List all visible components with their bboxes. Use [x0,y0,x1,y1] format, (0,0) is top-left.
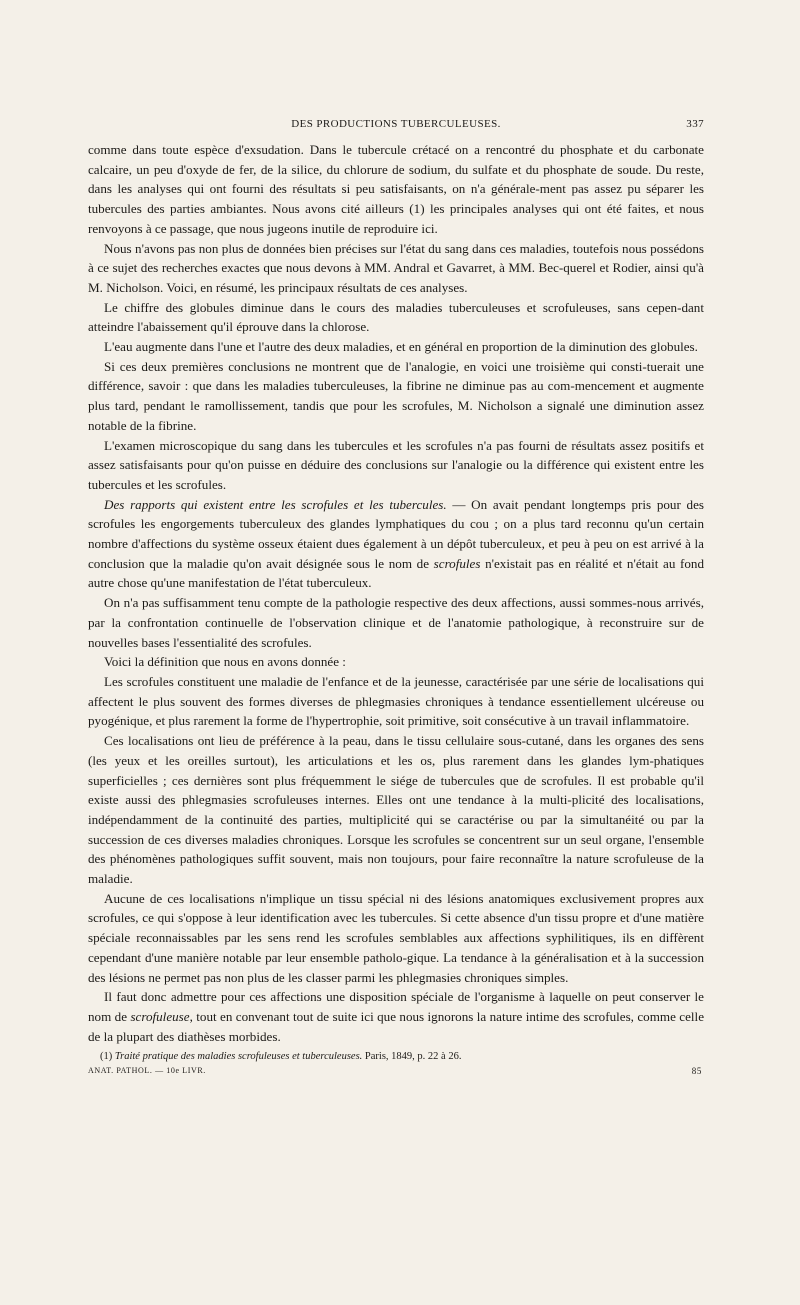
running-header [88,118,704,136]
signature-number: 85 [691,1066,702,1077]
paragraph: Si ces deux premières conclusions ne montrent que de l'analogie, en voici une troisième qui consti-tuerait une différence, savoir : que dans les maladies tuberculeuses, la fibrine ne diminue pas au com-mencement et augmente plus tard, pendant le ramollissement, tandis que pour les scrofules, M. Nicholson a signalé une diminution assez notable de la fibrine. [88,358,704,433]
page-number: 337 [686,118,704,130]
paragraph: Il faut donc admettre pour ces affections une disposition spéciale de l'organisme à laquelle on peut conserver le nom de scrofuleuse, tout en convenant tout de suite ici que nous ignorons la nature intime des scrofules, comme celle de la plupart des diathèses morbides. [88,989,705,1044]
body-text [88,140,704,1046]
section-paragraph: Des rapports qui existent entre les scrofules et les tubercules. — On avait pendant longtemps pris pour des scrofules les engorgements tuberculeux des glandes lymphatiques du cou ; on a plus tard reconnu qu'un certain nombre d'affections du système osseux étaient dues également à un dépôt tuberculeux, et peu à peu on est arrivé à la conclusion que la maladie qu'on avait désignée sous le nom de scrofules n'existait pas en réalité et n'était au fond autre chose qu'une manifestation de l'état tuberculeux. [88,496,704,591]
paragraph: Le chiffre des globules diminue dans le cours des maladies tuberculeuses et scrofuleuses, sans cepen-dant atteindre l'abaissement qu'il éprouve dans la chlorose. [88,299,704,335]
definition-paragraph: Les scrofules constituent une maladie de l'enfance et de la jeunesse, caractérisée par une série de localisations qui affectent le plus souvent des formes diverses de phlegmasies chroniques à tendance essentiellement ulcéreuse ou pyogénique, et plus rarement la forme de l'hypertrophie, soit primitive, soit consécutive à un travail inflammatoire. [88,673,704,729]
paragraph: Voici la définition que nous en avons donnée : [104,654,346,670]
footnote: (1) Traité pratique des maladies scrofuleuses et tuberculeuses. Paris, 1849, p. 22 à 26. [100,1051,462,1063]
section-heading: Des rapports qui existent entre les scrofules et les tubercules. [104,496,447,512]
paragraph: Aucune de ces localisations n'implique un tissu spécial ni des lésions anatomiques exclusivement propres aux scrofules, ce qui s'oppose à leur identification avec les tubercules. Si cette absence d'un tissu propre et d'une matière spéciale reconnaissables par les sens rend les scrofules semblables aux affections syphilitiques, ils en diffèrent cependant d'une manière notable par leur ensemble patholo-gique. La tendance à la généralisation et à la succession des lésions ne permet pas non plus de les classer parmi les phlegmasies chroniques simples. [88,890,704,985]
paragraph: L'examen microscopique du sang dans les tubercules et les scrofules n'a pas fourni de résultats assez positifs et assez satisfaisants pour qu'on puisse en déduire des conclusions sur l'analogie ou la différence qui existent entre les tubercules et les scrofules. [88,437,704,492]
paragraph: L'eau augmente dans l'une et l'autre des deux maladies, et en général en proportion de la diminution des globules. [104,339,698,355]
printer-signature [88,1066,704,1080]
running-title: DES PRODUCTIONS TUBERCULEUSES. [291,118,501,130]
paragraph: comme dans toute espèce d'exsudation. Dans le tubercule crétacé on a rencontré du phosphate et du carbonate calcaire, un peu d'oxyde de fer, de la silice, du chlorure de sodium, du sulfate et du phosphate de soude. Du reste, dans les analyses qui ont fourni des résultats si peu satisfaisants, on n'a générale-ment pas assez pu séparer les tubercules des parties ambiantes. Nous avons cité ailleurs (1) les principales analyses qui ont été faites, et nous renvoyons à ce passage, que nous jugeons inutile de reproduire ici. [88,142,704,236]
paragraph: On n'a pas suffisamment tenu compte de la pathologie respective des deux affections, aussi sommes-nous arrivés, par la confrontation continuelle de l'observation clinique et de l'anatomie pathologique, à reconstruire sur de nouvelles bases l'essentialité des scrofules. [88,595,704,650]
signature-label: ANAT. PATHOL. — 10e LIVR. [88,1066,206,1076]
paragraph: Ces localisations ont lieu de préférence à la peau, dans le tissu cellulaire sous-cutané, dans les organes des sens (les yeux et les oreilles surtout), les articulations et les os, plus rarement dans les glandes lym-phatiques superficielles ; ces dernières sont plus fréquemment le siége de tubercules que de scrofules. Il est probable qu'il existe aussi des phlegmasies scrofuleuses internes. Elles ont une tendance à la multi-plicité des localisations, indépendamment de la continuité des parties, multiplicité qui se caractérise ou par la simultanéité ou par la succession de ces diverses maladies chroniques. Lorsque les scrofules se concentrent sur un seul organe, l'ensemble des phénomènes pathologiques suffit souvent, mais non toujours, pour faire reconnaître la nature scrofuleuse de la maladie. [88,733,704,887]
paragraph: Nous n'avons pas non plus de données bien précises sur l'état du sang dans ces maladies, toutefois nous possédons à ce sujet des recherches exactes que nous devons à MM. Andral et Gavarret, à MM. Bec-querel et Rodier, ainsi qu'à M. Nicholson. Voici, en résumé, les principaux résultats de ces analyses. [88,240,704,295]
page [88,118,704,1080]
